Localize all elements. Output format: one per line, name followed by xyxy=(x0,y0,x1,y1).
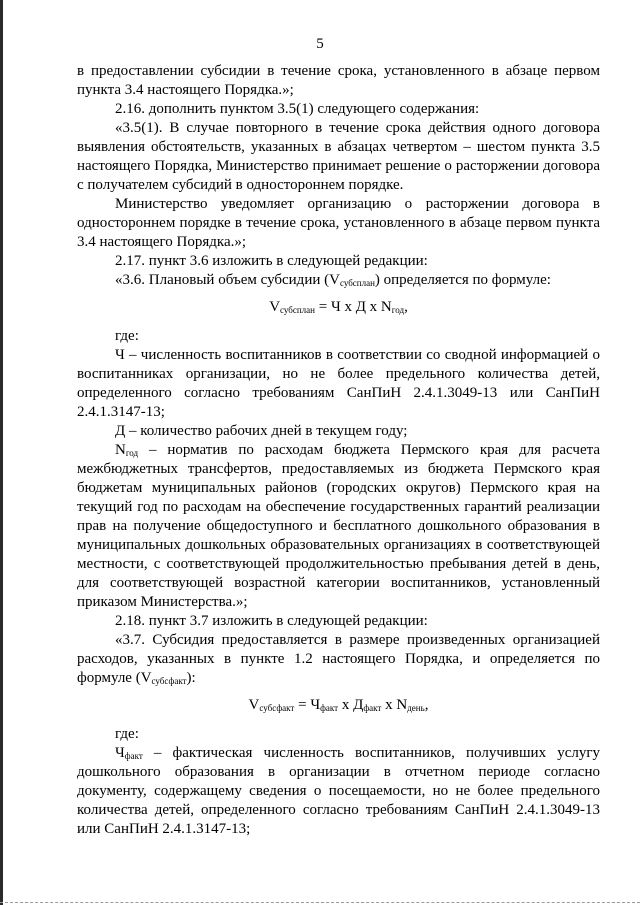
paragraph-12 xyxy=(77,744,600,839)
formula-1-eq: = Ч x Д x N xyxy=(314,299,392,315)
paragraph-5: 2.17. пункт 3.6 изложить в следующей редакции: xyxy=(115,253,428,269)
formula-2-v-sub: субсфакт xyxy=(259,703,295,713)
paragraph-1: в предоставлении субсидии в течение срока, установленного в абзаце первом пункта 3.4 настоящего Порядка.»; xyxy=(77,63,600,98)
formula-actual-subsidy xyxy=(77,696,600,715)
formula-2-eq1: = Ч xyxy=(294,697,321,713)
paragraph-11-post: ): xyxy=(186,670,196,686)
formula-1-v: V xyxy=(269,299,281,315)
formula-2-d-sub: факт xyxy=(363,703,382,713)
paragraph-12-text: – фактическая численность воспитанников, получивших услугу дошкольного образования в организации в отчетном периоде согласно документу, содержащему сведения о посещаемости, но не более предельного количества детей, определенного согласно требованиям СанПиН 2.4.1.3049-13 или СанПиН 2.4.1.3147-13; xyxy=(77,745,600,837)
paragraph-8: Д – количество рабочих дней в текущем году; xyxy=(115,423,408,439)
paragraph-6-sub: субсплан xyxy=(339,278,375,288)
paragraph-12-sub: факт xyxy=(124,751,143,761)
paragraph-10: 2.18. пункт 3.7 изложить в следующей редакции: xyxy=(115,613,428,629)
paragraph-9 xyxy=(77,441,600,612)
paragraph-11-sub: субсфакт xyxy=(151,676,187,686)
document-body xyxy=(77,62,600,839)
formula-2-eq2: x Д xyxy=(338,697,364,713)
formula-1-n-sub: год xyxy=(391,305,405,315)
paragraph-7: Ч – численность воспитанников в соответствии со сводной информацией о воспитанниках организации, но не более предельного количества детей, определенного согласно требованиям СанПиН 2.4.1.3049-13 или СанПиН 2.4.1.3147-13; xyxy=(77,347,600,420)
formula-1-v-sub: субсплан xyxy=(280,305,315,315)
scan-left-edge xyxy=(0,0,3,905)
formula-planned-subsidy xyxy=(77,298,600,317)
paragraph-6-pre: «3.6. Плановый объем субсидии (V xyxy=(115,272,340,288)
formula-2-end: , xyxy=(424,697,429,713)
where-label-1: где: xyxy=(115,328,139,344)
paragraph-6-post: ) определяется по формуле: xyxy=(374,272,551,288)
paragraph-2: 2.16. дополнить пунктом 3.5(1) следующего содержания: xyxy=(115,101,480,117)
paragraph-9-text: – норматив по расходам бюджета Пермского края для расчета межбюджетных трансфертов, предоставляемых из бюджета Пермского края бюджетам муниципальных районов (городских округов) Пермского края на текущий год по расходам на обеспечение государственных гарантий реализации прав на получение общедоступного и бесплатного дошкольного образования в муниципальных дошкольных образовательных организациях в соответствующей местности, с соответствующей продолжительностью пребывания детей в день, для соответствующей возрастной категории воспитанников, установленный приказом Министерства.»; xyxy=(77,442,600,610)
formula-1-end: , xyxy=(404,299,408,315)
paragraph-11 xyxy=(77,631,600,688)
paragraph-6 xyxy=(77,271,600,290)
paragraph-9-n: N xyxy=(115,442,126,458)
paragraph-4: Министерство уведомляет организацию о расторжении договора в одностороннем порядке в течение срока, установленного в абзаце первом пункта 3.4 настоящего Порядка.»; xyxy=(77,196,600,250)
paragraph-11-pre: «3.7. Субсидия предоставляется в размере произведенных организацией расходов, указанных в пункте 1.2 настоящего Порядка, и определяется по формуле (V xyxy=(77,632,600,686)
paragraph-3: «3.5(1). В случае повторного в течение срока действия одного договора выявления обстоятельств, указанных в абзацах четвертом – шестом пункта 3.5 настоящего Порядка, Министерство принимает решение о расторжении договора с получателем субсидий в одностороннем порядке. xyxy=(77,120,600,193)
page-number: 5 xyxy=(316,36,324,52)
formula-2-v: V xyxy=(248,697,260,713)
where-label-2: где: xyxy=(115,726,139,742)
paragraph-12-ch: Ч xyxy=(115,745,125,761)
formula-2-n-sub: день xyxy=(407,703,425,713)
formula-2-eq3: x N xyxy=(381,697,408,713)
paragraph-9-sub: год xyxy=(125,448,139,458)
formula-2-ch-sub: факт xyxy=(320,703,339,713)
